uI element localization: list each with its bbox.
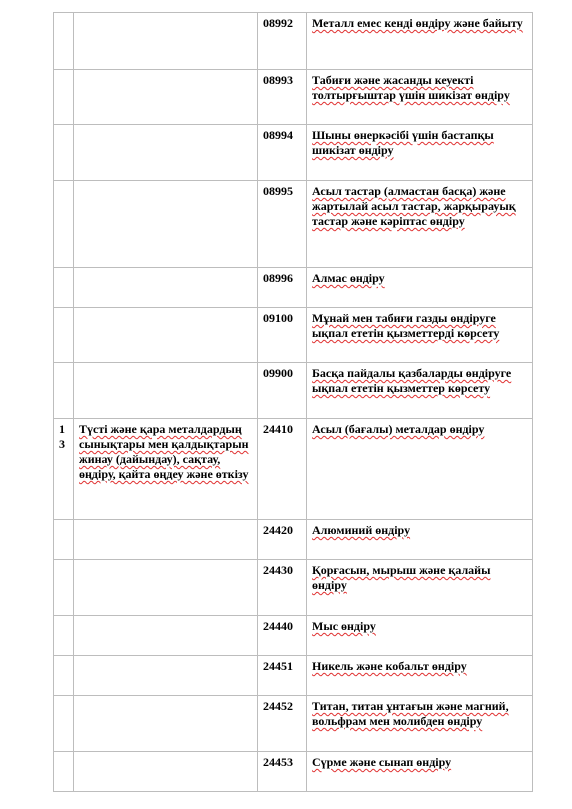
activity-codes-table (53, 12, 533, 792)
activity-description-cell (307, 308, 533, 363)
table-row (54, 696, 533, 752)
row-number-cell (54, 616, 74, 656)
activity-description-cell (307, 70, 533, 125)
activity-name-cell (74, 13, 258, 70)
table-row (54, 616, 533, 656)
activity-name-cell (74, 70, 258, 125)
row-number-cell: 13 (54, 419, 74, 520)
activity-description-cell (307, 268, 533, 308)
row-number-cell (54, 560, 74, 616)
activity-code-cell: 24453 (258, 752, 307, 792)
row-number-cell (54, 308, 74, 363)
row-number-cell (54, 520, 74, 560)
activity-description-text: Шыны өнеркәсібі үшін бастапқы шикізат өндіру (312, 128, 494, 157)
row-number-cell (54, 268, 74, 308)
table-row (54, 656, 533, 696)
activity-description-text: Сүрме және сынап өндіру (312, 755, 452, 769)
activity-description-text: Титан, титан ұнтағын және магний, вольфрам мен молибден өндіру (312, 699, 509, 728)
activity-name-cell (74, 696, 258, 752)
activity-code-cell: 24410 (258, 419, 307, 520)
row-number-cell (54, 696, 74, 752)
activity-name-cell (74, 616, 258, 656)
activity-name-cell (74, 181, 258, 268)
activity-name-cell (74, 560, 258, 616)
row-number-cell (54, 181, 74, 268)
row-number-cell (54, 125, 74, 181)
activity-description-text: Асыл тастар (алмастан басқа) және жартылай асыл тастар, жарқырауық тастар және кәріптас өндіру (312, 184, 516, 228)
activity-code-cell: 08996 (258, 268, 307, 308)
activity-description-cell (307, 363, 533, 419)
activity-description-cell (307, 520, 533, 560)
activity-name-cell (74, 268, 258, 308)
activity-description-cell (307, 419, 533, 520)
activity-description-cell (307, 125, 533, 181)
activity-name-cell (74, 363, 258, 419)
activity-code-cell: 24451 (258, 656, 307, 696)
activity-description-cell (307, 656, 533, 696)
activity-description-text: Металл емес кенді өндіру және байыту (312, 16, 523, 30)
activity-description-text: Алюминий өндіру (312, 523, 411, 537)
activity-name-text: Түсті және қара металдардың сынықтары мен қалдықтарын жинау (дайындау), сақтау, өңдіру, қайта өңдеу және өткізу (79, 422, 249, 481)
activity-description-text: Табиғи және жасанды кеуекті толтырғыштар үшін шикізат өндіру (312, 73, 510, 102)
activity-name-cell (74, 125, 258, 181)
table-row (54, 70, 533, 125)
row-number-cell (54, 70, 74, 125)
activity-code-cell: 09100 (258, 308, 307, 363)
activity-code-cell: 24420 (258, 520, 307, 560)
table-row (54, 560, 533, 616)
activity-name-cell (74, 656, 258, 696)
activity-code-cell: 08993 (258, 70, 307, 125)
table-row (54, 520, 533, 560)
row-number-cell (54, 13, 74, 70)
table-row (54, 419, 533, 520)
activity-description-cell (307, 752, 533, 792)
activity-name-cell (74, 520, 258, 560)
activity-description-cell (307, 181, 533, 268)
table-row (54, 125, 533, 181)
activity-name-cell (74, 419, 258, 520)
activity-code-cell: 08992 (258, 13, 307, 70)
activity-code-cell: 24430 (258, 560, 307, 616)
activity-code-cell: 08994 (258, 125, 307, 181)
activity-code-cell: 09900 (258, 363, 307, 419)
activity-code-cell: 08995 (258, 181, 307, 268)
activity-description-text: Никель және кобальт өндіру (312, 659, 467, 673)
row-number-cell (54, 752, 74, 792)
row-number-cell (54, 656, 74, 696)
activity-name-cell (74, 752, 258, 792)
activity-name-cell (74, 308, 258, 363)
activity-description-text: Асыл (бағалы) металдар өндіру (312, 422, 485, 436)
activity-description-cell (307, 13, 533, 70)
activity-description-text: Басқа пайдалы қазбаларды өндіруге ықпал ететін қызметтер көрсету (312, 366, 512, 395)
table-row (54, 181, 533, 268)
table-row (54, 13, 533, 70)
activity-description-text: Алмас өндіру (312, 271, 385, 285)
table-row (54, 752, 533, 792)
activity-code-cell: 24452 (258, 696, 307, 752)
table-row (54, 363, 533, 419)
activity-description-text: Мыс өндіру (312, 619, 376, 633)
table-row (54, 268, 533, 308)
activity-description-cell (307, 696, 533, 752)
table-row (54, 308, 533, 363)
activity-code-cell: 24440 (258, 616, 307, 656)
activity-description-text: Мұнай мен табиғи газды өндіруге ықпал ететін қызметтерді көрсету (312, 311, 500, 340)
activity-description-cell (307, 616, 533, 656)
activity-description-cell (307, 560, 533, 616)
row-number-cell (54, 363, 74, 419)
activity-description-text: Қорғасын, мырыш және қалайы өндіру (312, 563, 491, 592)
